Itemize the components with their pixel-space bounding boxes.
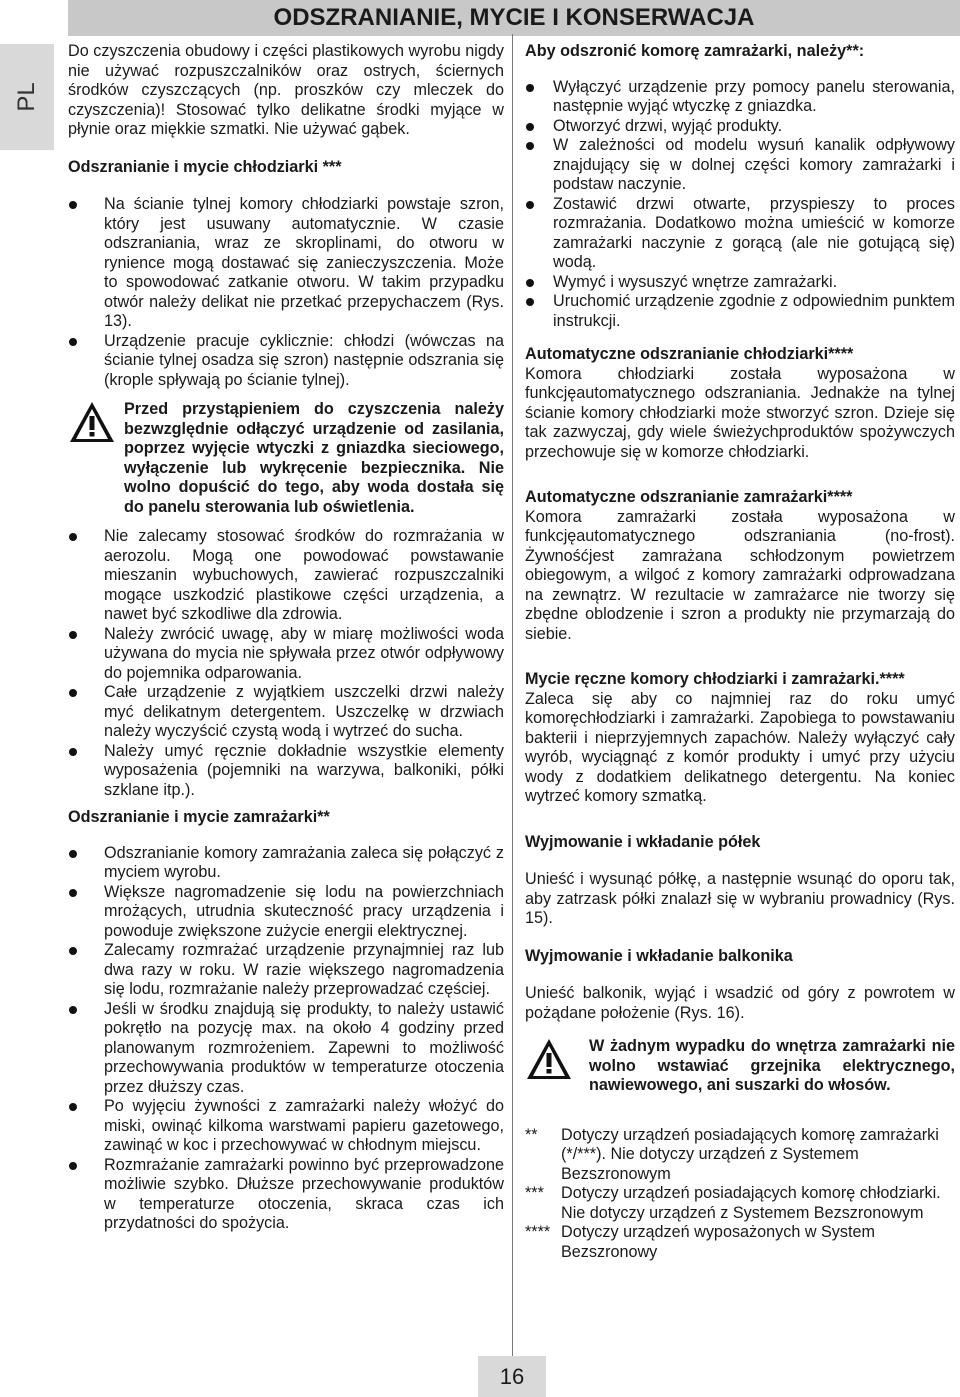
auto-freezer-text: Komora zamrażarki została wyposażona w funkcjęautomatycznego odszraniania (no-frost). Żywnośćjest zamrażana schłodzonym powietrzem obiegowym, a wilgoć z komory zamrażarki odprowadzana na zewnątrz. W rezultacie w zamrażarce nie tworzy się zbędne oblodzenie i szron a produkty nie przymarzają do siebie. <box>525 507 955 643</box>
page-title: ODSZRANIANIE, MYCIE I KONSERWACJA <box>68 0 960 36</box>
bullet-icon <box>69 1162 77 1170</box>
defrost-bullet-list <box>525 78 955 332</box>
care-bullet-list <box>68 527 504 800</box>
footnote-mark: *** <box>525 1184 544 1202</box>
warning-icon <box>68 400 116 444</box>
balcony-heading: Wyjmowanie i wkładanie balkonika <box>525 946 793 965</box>
warning-icon <box>525 1037 573 1081</box>
footnote: *** Dotyczy urządzeń posiadających komorę chłodziarki. Nie dotyczy urządzeń z Systemem Bezszronowym <box>525 1184 941 1222</box>
bullet-icon <box>69 850 77 858</box>
list-item: Wyłączyć urządzenie przy pomocy panelu sterowania, następnie wyjąć wtyczkę z gniazdka. <box>525 78 955 117</box>
list-item: Odszranianie komory zamrażania zaleca się połączyć z myciem wyrobu. <box>68 844 504 883</box>
freezer-section-heading: Odszranianie i mycie zamrażarki** <box>68 808 330 826</box>
bullet-icon <box>69 889 77 897</box>
footnote-mark: **** <box>525 1223 551 1241</box>
bullet-icon <box>69 1103 77 1111</box>
list-item: Po wyjęciu żywności z zamrażarki należy włożyć do miski, owinąć kilkoma warstwami papieru gazetowego, zawinąć w koc i przechowywać w chłodnym miejscu. <box>68 1097 504 1156</box>
bullet-icon <box>69 947 77 955</box>
bullet-icon <box>69 689 77 697</box>
auto-fridge-heading: Automatyczne odszranianie chłodziarki**** <box>525 345 854 363</box>
list-item: Otworzyć drzwi, wyjąć produkty. <box>525 117 955 137</box>
bullet-icon <box>69 338 77 346</box>
footnote: ** Dotyczy urządzeń posiadających komorę zamrażarki (*/***). Nie dotyczy urządzeń z Systemem Bezszronowym <box>525 1125 939 1183</box>
list-item: Rozmrażanie zamrażarki powinno być przeprowadzone możliwie szybko. Dłuższe przechowywanie produktów w temperaturze otoczenia, skraca czas ich przydatności do spożycia. <box>68 1156 504 1234</box>
bullet-icon <box>69 201 77 209</box>
bullet-icon <box>69 631 77 639</box>
manual-cleaning-text: Zaleca się aby co najmniej raz do roku umyć komoręchłodziarki i zamrażarki. Zapobiega to powstawaniu bakterii i nieprzyjemnych zapachów. Należy wyłączyć cały wyrób, wyciągnąć z komór produkty i umyć przy użyciu wody z dodatkiem delikatnego detergentu. Na koniec wytrzeć komory szmatką. <box>525 689 955 805</box>
language-tab <box>0 44 54 150</box>
disconnect-warning-text: Przed przystąpieniem do czyszczenia należy bezwzględnie odłączyć urządzenie od zasilania, poprzez wyjęcie wtyczki z gniazdka sieciowego, wyłączenie lub wykręcenie bezpiecznika. Nie wolno dopuścić do tego, aby woda dostała się do panelu sterowania lub oświetlenia. <box>124 400 504 516</box>
list-item: Należy zwrócić uwagę, aby w miarę możliwości woda używana do mycia nie spływała przez otwór odpływowy do pojemnika odparowania. <box>68 625 504 684</box>
fridge-section-heading: Odszranianie i mycie chłodziarki *** <box>68 157 342 176</box>
defrost-heading: Aby odszronić komorę zamrażarki, należy**: <box>525 42 865 60</box>
bullet-icon <box>526 84 534 92</box>
list-item: Całe urządzenie z wyjątkiem uszczelki drzwi należy myć delikatnym detergentem. Uszczelkę w drzwiach należy wyczyścić czystą wodą i wytrzeć do sucha. <box>68 683 504 742</box>
fridge-bullet-list <box>68 195 504 390</box>
balcony-text: Unieść balkonik, wyjąć i wsadzić od góry z powrotem w pożądane położenie (Rys. 16). <box>525 984 955 1022</box>
list-item: Większe nagromadzenie się lodu na powierzchniach mrożących, utrudnia skuteczność pracy urządzenia i powoduje zwiększone zużycie energii elektrycznej. <box>68 883 504 942</box>
list-item: Należy umyć ręcznie dokładnie wszystkie elementy wyposażenia (pojemniki na warzywa, balkoniki, półki szklane itp.). <box>68 742 504 801</box>
list-item: Uruchomić urządzenie zgodnie z odpowiednim punktem instrukcji. <box>525 292 955 331</box>
auto-freezer-heading: Automatyczne odszranianie zamrażarki**** <box>525 488 853 506</box>
shelves-heading: Wyjmowanie i wkładanie półek <box>525 832 761 851</box>
column-divider <box>512 34 513 1397</box>
left-column <box>68 42 504 1234</box>
list-item: Wymyć i wysuszyć wnętrze zamrażarki. <box>525 273 955 293</box>
list-item: Urządzenie pracuje cyklicznie: chłodzi (wówczas na ścianie tylnej osadza się szron) następnie odszrania się (krople spływają po ścianie tylnej). <box>68 332 504 391</box>
auto-fridge-text: Komora chłodziarki została wyposażona w funkcjęautomatycznego odszraniania. Jednakże na tylnej ścianie komory chłodziarki może stworzyć szron. Dzieje się tak zazwyczaj, gdy wiele świeżychproduktów spożywczych przechowuje się w komorze chłodziarki. <box>525 364 955 461</box>
heater-warning <box>525 1037 955 1096</box>
language-code: PL <box>13 82 40 112</box>
bullet-icon <box>69 748 77 756</box>
footnotes <box>525 1126 955 1263</box>
list-item: W zależności od modelu wysuń kanalik odpływowy znajdujący się w dolnej części komory zamrażarki i podstaw naczynie. <box>525 136 955 195</box>
bullet-icon <box>526 201 534 209</box>
right-column <box>525 42 955 1262</box>
bullet-icon <box>526 279 534 287</box>
bullet-icon <box>526 123 534 131</box>
freezer-bullet-list <box>68 844 504 1234</box>
page-number: 16 <box>478 1356 546 1397</box>
disconnect-warning <box>68 400 504 517</box>
list-item: Jeśli w środku znajdują się produkty, to należy ustawić pokrętło na pozycję max. na około 4 godziny przed planowanym rozmrożeniem. Zapewni to możliwość przechowywania produktów w temperaturze otoczenia przez dłuższy czas. <box>68 1000 504 1098</box>
shelves-text: Unieść i wysunąć półkę, a następnie wsunąć do oporu tak, aby zatrzask półki znalazł się w wybraniu prowadnicy (Rys. 15). <box>525 870 955 927</box>
heater-warning-text: W żadnym wypadku do wnętrza zamrażarki nie wolno wstawiać grzejnika elektrycznego, nawiewowego, ani suszarki do włosów. <box>589 1037 955 1094</box>
list-item: Na ścianie tylnej komory chłodziarki powstaje szron, który jest usuwany automatycznie. W czasie odszraniania, wraz ze skroplinami, do otworu w rynience mogą dostawać się zanieczyszczenia. Może to spowodować zatkanie otworu. W takim przypadku otwór należy delikat nie przetkać przepychaczem (Rys. 13). <box>68 195 504 332</box>
list-item: Zostawić drzwi otwarte, przyspieszy to proces rozmrażania. Dodatkowo można umieścić w komorze zamrażarki naczynie z gorącą (ale nie gotującą się) wodą. <box>525 195 955 273</box>
bullet-icon <box>526 298 534 306</box>
bullet-icon <box>69 1006 77 1014</box>
bullet-icon <box>69 533 77 541</box>
footnote: **** Dotyczy urządzeń wyposażonych w System Bezszronowy <box>525 1223 875 1261</box>
list-item: Nie zalecamy stosować środków do rozmrażania w aerozolu. Mogą one powodować powstawanie mieszanin wybuchowych, zawierać rozpuszczalniki mogące uszkodzić plastikowe części urządzenia, a nawet być szkodliwe dla zdrowia. <box>68 527 504 625</box>
footnote-mark: ** <box>525 1125 538 1144</box>
manual-cleaning-heading: Mycie ręczne komory chłodziarki i zamrażarki.**** <box>525 670 905 688</box>
list-item: Zalecamy rozmrażać urządzenie przynajmniej raz lub dwa razy w roku. W razie większego nagromadzenia się lodu, rozmrażanie należy przeprowadzać częściej. <box>68 941 504 1000</box>
cleaning-intro: Do czyszczenia obudowy i części plastikowych wyrobu nigdy nie używać rozpuszczalników oraz ostrych, ściernych środków czyszczących (np. proszków czy mleczek do czyszczenia)! Stosować tylko delikatne środki myjące w płynie oraz miękkie szmatki. Nie używać gąbek. <box>68 42 504 138</box>
bullet-icon <box>526 142 534 150</box>
